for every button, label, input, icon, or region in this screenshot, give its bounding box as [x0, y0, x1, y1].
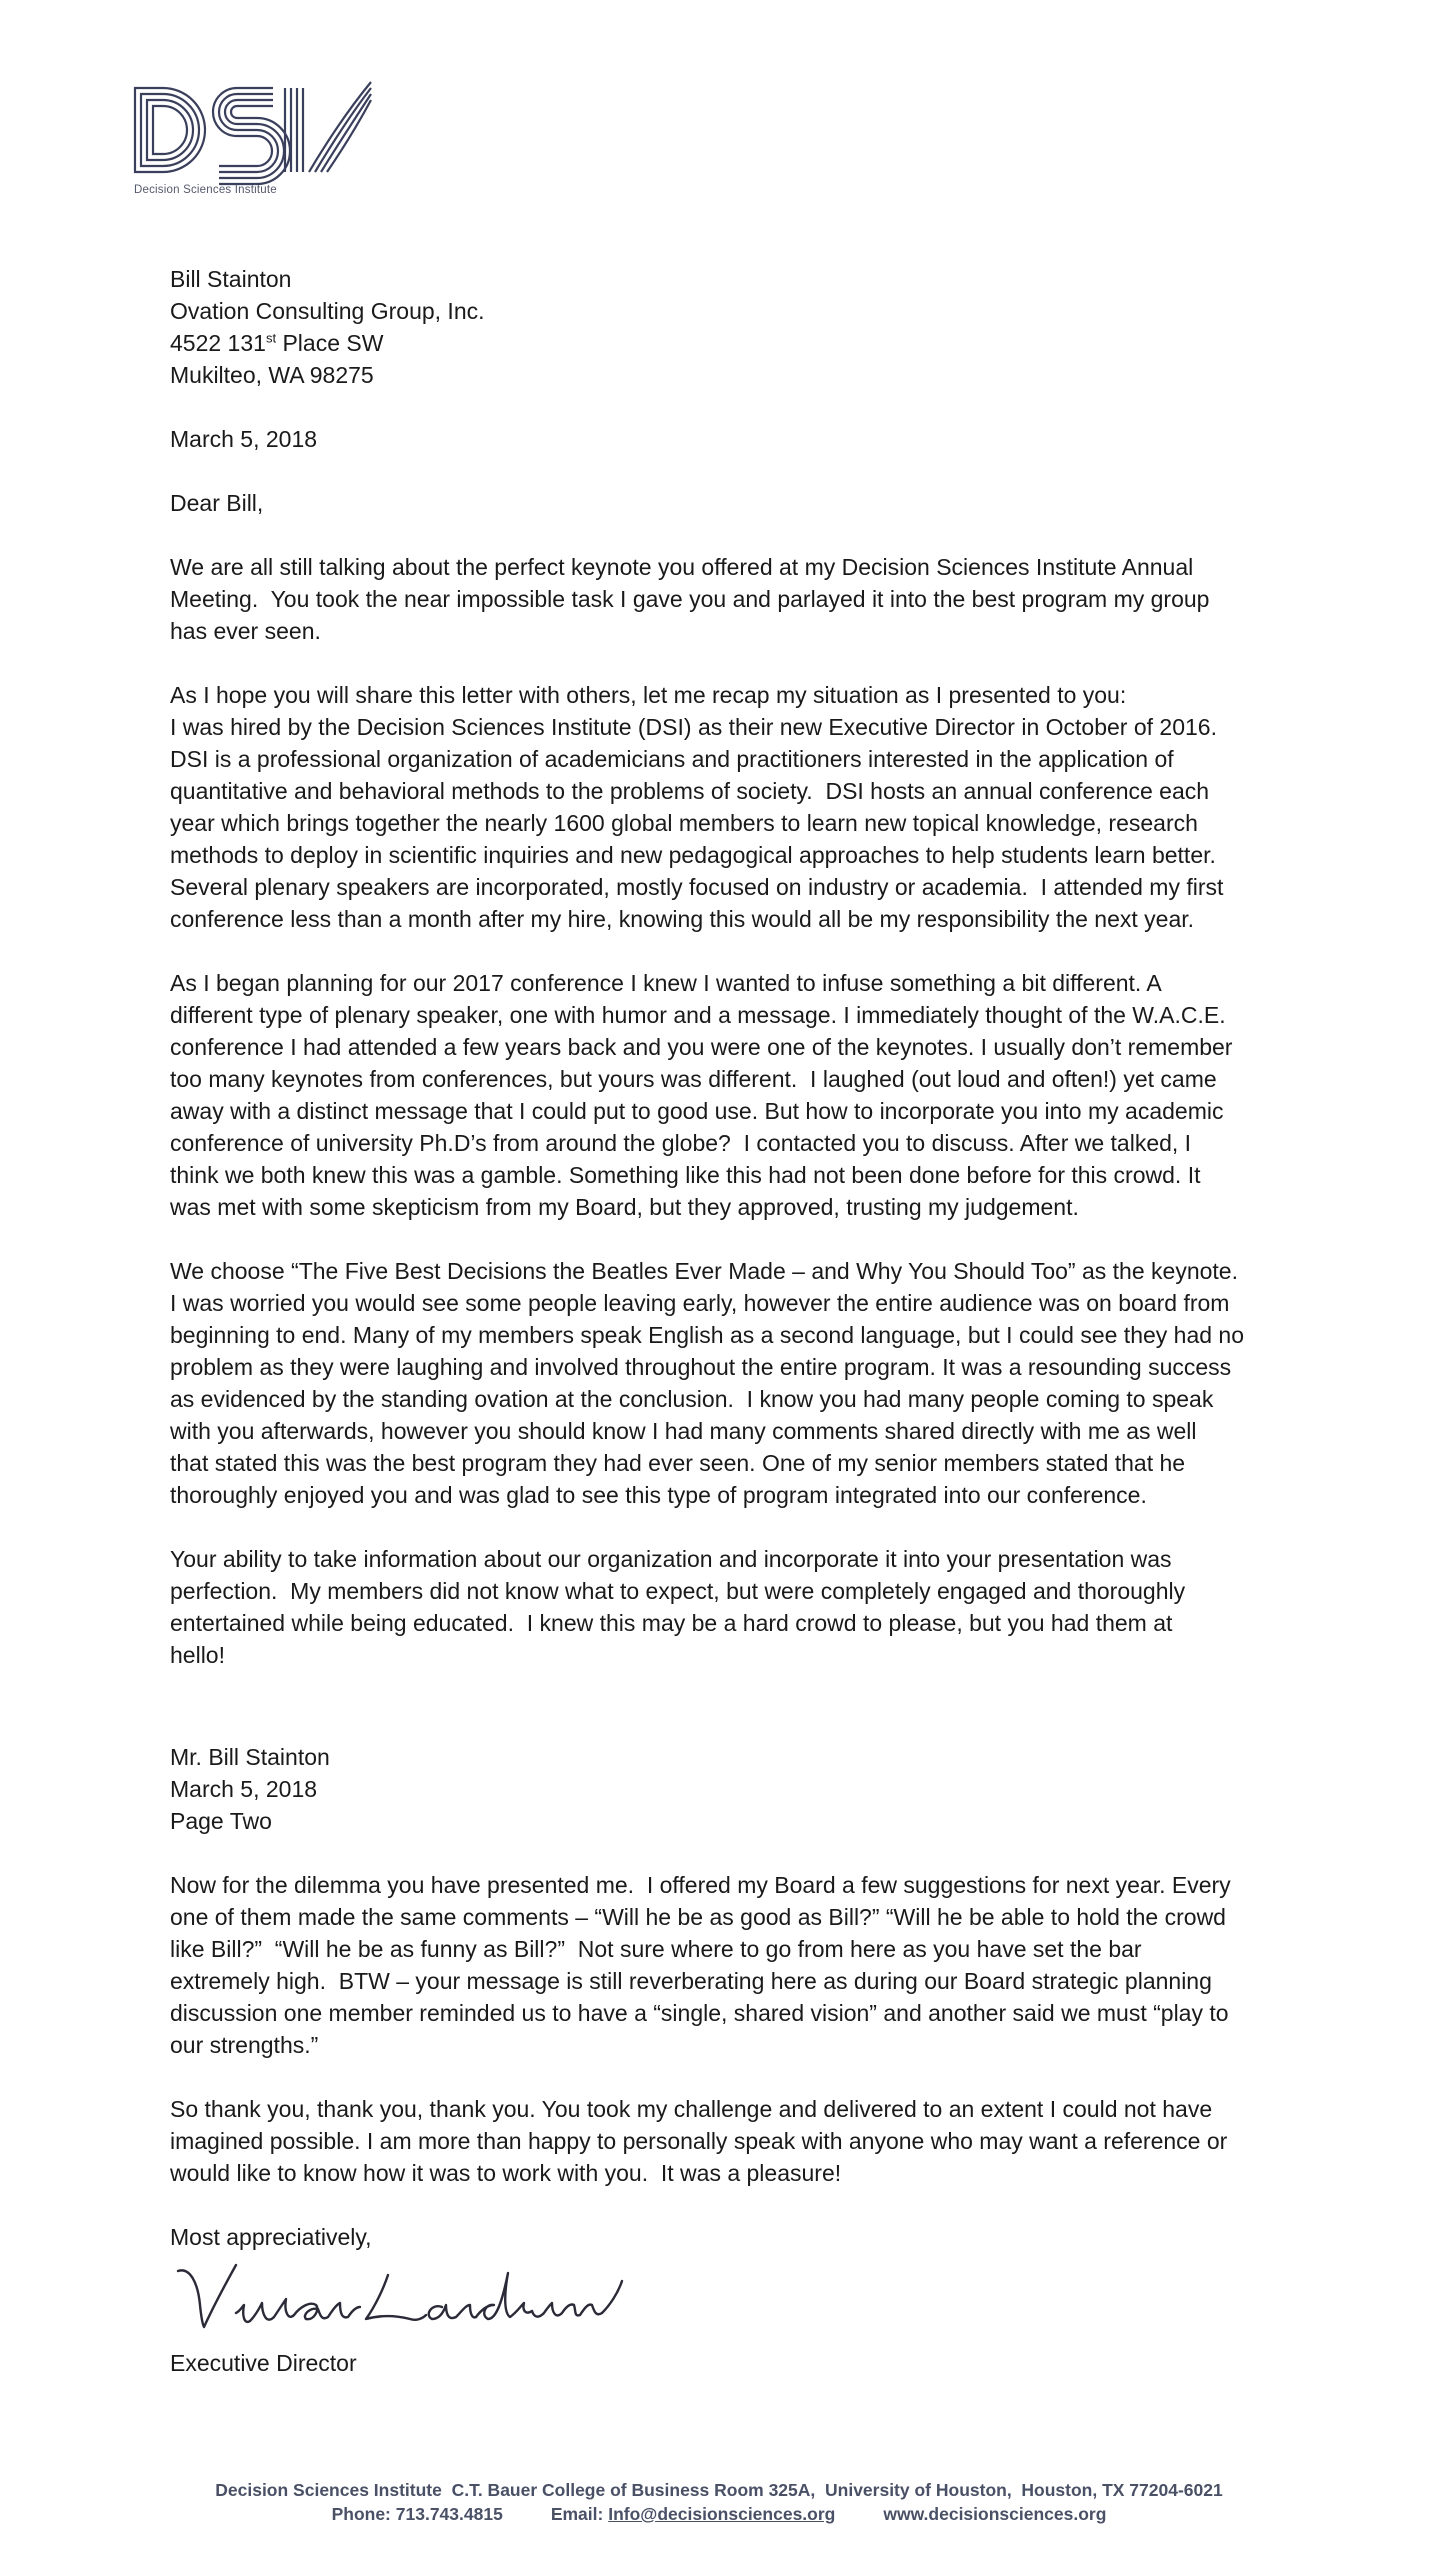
phone-number: 713.743.4815 — [395, 2504, 503, 2524]
recipient-street — [170, 327, 1290, 359]
letter-body — [170, 263, 1290, 2379]
text-line: too many keynotes from conferences, but yours was different. I laughed (out loud and often!) yet came — [170, 1066, 1217, 1092]
text-line: extremely high. BTW – your message is still reverberating here as during our Board strategic planning — [170, 1968, 1212, 1994]
paragraph — [170, 679, 1290, 935]
text-line: was met with some skepticism from my Board, but they approved, trusting my judgement. — [170, 1194, 1079, 1220]
street-number: 4522 131 — [170, 330, 266, 356]
recipient-address — [170, 263, 1290, 391]
email-label: Email: — [550, 2504, 604, 2524]
text-line: with you afterwards, however you should know I had many comments shared directly with me as well — [170, 1418, 1197, 1444]
page-two-header — [170, 1741, 1290, 1837]
logo-tagline: Decision Sciences Institute — [134, 184, 277, 196]
text-line: imagined possible. I am more than happy to personally speak with anyone who may want a reference or — [170, 2128, 1228, 2154]
text-line: quantitative and behavioral methods to the problems of society. DSI hosts an annual conference each — [170, 778, 1210, 804]
text-line: our strengths.” — [170, 2032, 319, 2058]
text-line: perfection. My members did not know what to expect, but were completely engaged and thoroughly — [170, 1578, 1186, 1604]
text-line: Now for the dilemma you have presented me. I offered my Board a few suggestions for next year. Every — [170, 1872, 1231, 1898]
text-line: We choose “The Five Best Decisions the Beatles Ever Made – and Why You Should Too” as the keynote. — [170, 1258, 1238, 1284]
recipient-name: Bill Stainton — [170, 266, 292, 292]
text-line: one of them made the same comments – “Will he be as good as Bill?” “Will he be able to hold the crowd — [170, 1904, 1226, 1930]
text-line: So thank you, thank you, thank you. You took my challenge and delivered to an extent I could not have — [170, 2096, 1213, 2122]
text-line: As I hope you will share this letter with others, let me recap my situation as I presented to you: — [170, 682, 1127, 708]
street-ordinal: st — [265, 330, 277, 346]
page-two-name: Mr. Bill Stainton — [170, 1744, 330, 1770]
email-link[interactable]: Info@decisionsciences.org — [608, 2504, 836, 2524]
signer-title: Executive Director — [170, 2350, 357, 2376]
recipient-company: Ovation Consulting Group, Inc. — [170, 298, 485, 324]
text-line: think we both knew this was a gamble. Something like this had not been done before for this crowd. It — [170, 1162, 1201, 1188]
text-line: Your ability to take information about our organization and incorporate it into your presentation was — [170, 1546, 1172, 1572]
phone-label: Phone: — [331, 2504, 391, 2524]
paragraph — [170, 1869, 1290, 2061]
text-line: year which brings together the nearly 1600 global members to learn new topical knowledge, research — [170, 810, 1198, 836]
text-line: beginning to end. Many of my members speak English as a second language, but I could see they had no — [170, 1322, 1245, 1348]
signature-icon — [170, 2253, 630, 2343]
text-line: different type of plenary speaker, one with humor and a message. I immediately thought of the W.A.C.E. — [170, 1002, 1226, 1028]
text-line: methods to deploy in scientific inquiries and new pedagogical approaches to help students learn better. — [170, 842, 1216, 868]
text-line: as evidenced by the standing ovation at the conclusion. I know you had many people coming to speak — [170, 1386, 1214, 1412]
page-two-date: March 5, 2018 — [170, 1776, 318, 1802]
footer-address: Decision Sciences Institute C.T. Bauer College of Business Room 325A, University of Houston, Houston, TX 77204-6021 — [215, 2480, 1223, 2500]
text-line: would like to know how it was to work with you. It was a pleasure! — [170, 2160, 842, 2186]
text-line: conference of university Ph.D’s from around the globe? I contacted you to discuss. After we talked, I — [170, 1130, 1192, 1156]
salutation: Dear Bill, — [170, 490, 264, 516]
letterhead-footer — [0, 2478, 1438, 2526]
letter-date: March 5, 2018 — [170, 426, 318, 452]
paragraph — [170, 967, 1290, 1223]
text-line: Several plenary speakers are incorporated, mostly focused on industry or academia. I attended my first — [170, 874, 1224, 900]
text-line: problem as they were laughing and involved throughout the entire program. It was a resounding success — [170, 1354, 1232, 1380]
text-line: entertained while being educated. I knew this may be a hard crowd to please, but you had them at — [170, 1610, 1173, 1636]
recipient-city: Mukilteo, WA 98275 — [170, 362, 374, 388]
page-two-label: Page Two — [170, 1808, 272, 1834]
footer-contact — [0, 2502, 1438, 2526]
text-line: I was hired by the Decision Sciences Institute (DSI) as their new Executive Director in October of 2016. — [170, 714, 1217, 740]
paragraph — [170, 1543, 1290, 1671]
closing: Most appreciatively, — [170, 2224, 372, 2250]
text-line: I was worried you would see some people leaving early, however the entire audience was on board from — [170, 1290, 1230, 1316]
paragraph — [170, 2093, 1290, 2189]
text-line: conference less than a month after my hire, knowing this would all be my responsibility the next year. — [170, 906, 1195, 932]
text-line: We are all still talking about the perfect keynote you offered at my Decision Sciences Institute Annual — [170, 554, 1194, 580]
text-line: conference I had attended a few years back and you were one of the keynotes. I usually don’t remember — [170, 1034, 1233, 1060]
website-link[interactable]: www.decisionsciences.org — [883, 2504, 1107, 2524]
text-line: away with a distinct message that I could put to good use. But how to incorporate you into my academic — [170, 1098, 1224, 1124]
text-line: DSI is a professional organization of academicians and practitioners interested in the application of — [170, 746, 1174, 772]
text-line: thoroughly enjoyed you and was glad to see this type of program integrated into our conference. — [170, 1482, 1147, 1508]
paragraph — [170, 551, 1290, 647]
text-line: Meeting. You took the near impossible task I gave you and parlayed it into the best program my group — [170, 586, 1210, 612]
paragraph — [170, 1255, 1290, 1511]
text-line: hello! — [170, 1642, 225, 1668]
street-rest: Place SW — [276, 330, 384, 356]
text-line: has ever seen. — [170, 618, 321, 644]
text-line: discussion one member reminded us to have a “single, shared vision” and another said we must “play to — [170, 2000, 1229, 2026]
text-line: that stated this was the best program they had ever seen. One of my senior members stated that he — [170, 1450, 1186, 1476]
text-line: As I began planning for our 2017 conference I knew I wanted to infuse something a bit different. A — [170, 970, 1162, 996]
text-line: like Bill?” “Will he be as funny as Bill?” Not sure where to go from here as you have set the bar — [170, 1936, 1142, 1962]
